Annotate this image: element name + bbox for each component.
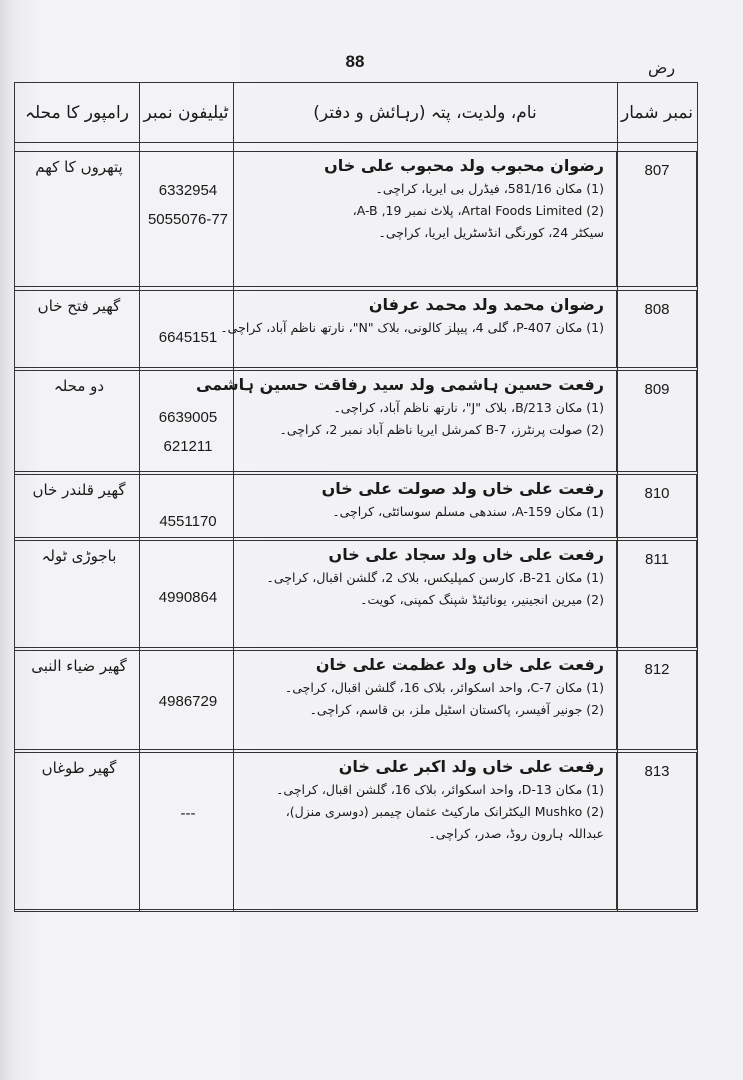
person-name: رضوان محبوب ولد محبوب علی خاں xyxy=(324,156,604,175)
person-name: رفعت علی خاں ولد صولت علی خاں xyxy=(321,479,604,498)
person-name: رفعت علی خاں ولد سجاد علی خاں xyxy=(328,545,604,564)
mohalla-cell: گھیر فتح خاں xyxy=(15,290,143,368)
phone-cell xyxy=(143,752,233,910)
mohalla-cell: گھیر ضیاء النبی xyxy=(15,650,143,750)
name-address-cell xyxy=(233,151,617,287)
serial-number: 811 xyxy=(617,540,697,648)
mohalla-cell: دو محلہ xyxy=(15,370,143,472)
phone-number: 5055076-77 xyxy=(147,211,229,228)
person-name: رضوان محمد ولد محمد عرفان xyxy=(368,295,604,314)
phone-cell xyxy=(143,151,233,287)
serial-number: 809 xyxy=(617,370,697,472)
serial-number: 808 xyxy=(617,290,697,368)
phone-number: --- xyxy=(180,805,196,822)
mohalla-cell: باجوڑی ٹولہ xyxy=(15,540,143,648)
address-line: (2) Mushko الیکٹرانک مارکیٹ عثمان چیمبر (دوسری منزل)، xyxy=(285,804,604,819)
address-line: (1) مکان C-7، واحد اسکوائر، بلاک 16، گلشن اقبال، کراچی۔ xyxy=(284,680,604,695)
mohalla-cell: گھیر طوغاں xyxy=(15,752,143,910)
phone-number: 4986729 xyxy=(158,693,218,710)
address-line: (2) صولت پرنٹرز، B-7 کمرشل ایریا ناظم آباد نمبر 2، کراچی۔ xyxy=(279,422,604,437)
name-address-cell xyxy=(195,370,617,472)
name-address-cell xyxy=(233,474,617,538)
phone-cell xyxy=(143,290,233,368)
serial-number: 812 xyxy=(617,650,697,750)
address-line: (1) مکان D-13، واحد اسکوائر، بلاک 16، گلشن اقبال، کراچی۔ xyxy=(276,782,604,797)
header-serial: نمبر شمار xyxy=(617,83,697,143)
phone-number: 621211 xyxy=(163,438,213,455)
header-name-address: نام، ولدیت، پتہ (رہائش و دفتر) xyxy=(233,83,617,143)
address-line: (2) میرین انجینیر، یونائیٹڈ شپنگ کمپنی، کویت۔ xyxy=(360,592,604,607)
address-line: عبداللہ ہارون روڈ، صدر، کراچی۔ xyxy=(428,826,604,841)
phone-number: 4990864 xyxy=(158,589,218,606)
mohalla-cell: گھیر قلندر خاں xyxy=(15,474,143,538)
name-address-cell xyxy=(233,540,617,648)
name-address-cell xyxy=(233,752,617,910)
header-phone: ٹیلیفون نمبر xyxy=(139,83,233,143)
phone-cell xyxy=(143,540,233,648)
person-name: رفعت حسین ہاشمی ولد سید رفاقت حسین ہاشمی xyxy=(195,375,604,394)
person-name: رفعت علی خاں ولد عظمت علی خان xyxy=(315,655,604,674)
mohalla-cell: پتھروں کا کھم xyxy=(15,151,143,287)
phone-number: 6639005 xyxy=(158,409,218,426)
address-line: (1) مکان B-21، کارسن کمپلیکس، بلاک 2، گلشن اقبال، کراچی۔ xyxy=(266,570,604,585)
page-number: 88 xyxy=(345,52,365,71)
phone-number: 6332954 xyxy=(158,182,218,199)
serial-number: 810 xyxy=(617,474,697,538)
address-line: سیکٹر 24، کورنگی انڈسٹریل ایریا، کراچی۔ xyxy=(378,225,604,240)
address-line: (1) مکان 581/16، فیڈرل بی ایریا، کراچی۔ xyxy=(375,181,604,196)
header-mohalla: رامپور کا محلہ xyxy=(15,83,139,143)
directory-table xyxy=(14,82,698,912)
address-line: (1) مکان P-407، گلی 4، پیپلز کالونی، بلاک "N"، نارتھ ناظم آباد، کراچی۔ xyxy=(220,320,604,335)
address-line: (1) مکان A-159، سندھی مسلم سوسائٹی، کراچی۔ xyxy=(332,504,604,519)
person-name: رفعت علی خاں ولد اکبر علی خان xyxy=(338,757,604,776)
serial-number: 813 xyxy=(617,752,697,910)
phone-cell xyxy=(143,650,233,750)
address-line: (2) Artal Foods Limited، پلاٹ نمبر A-B ,19، xyxy=(352,203,604,218)
address-line: (1) مکان B/213، بلاک "J"، نارتھ ناظم آباد، کراچی۔ xyxy=(333,400,604,415)
phone-cell xyxy=(143,474,233,538)
corner-mark: رض xyxy=(648,58,676,77)
phone-number: 4551170 xyxy=(159,513,217,530)
address-line: (2) جونیر آفیسر، پاکستان اسٹیل ملز، بن قاسم، کراچی۔ xyxy=(309,702,604,717)
serial-number: 807 xyxy=(617,151,697,287)
phone-number: 6645151 xyxy=(158,329,218,346)
name-address-cell xyxy=(233,650,617,750)
name-address-cell xyxy=(220,290,617,368)
phone-cell xyxy=(143,370,233,472)
